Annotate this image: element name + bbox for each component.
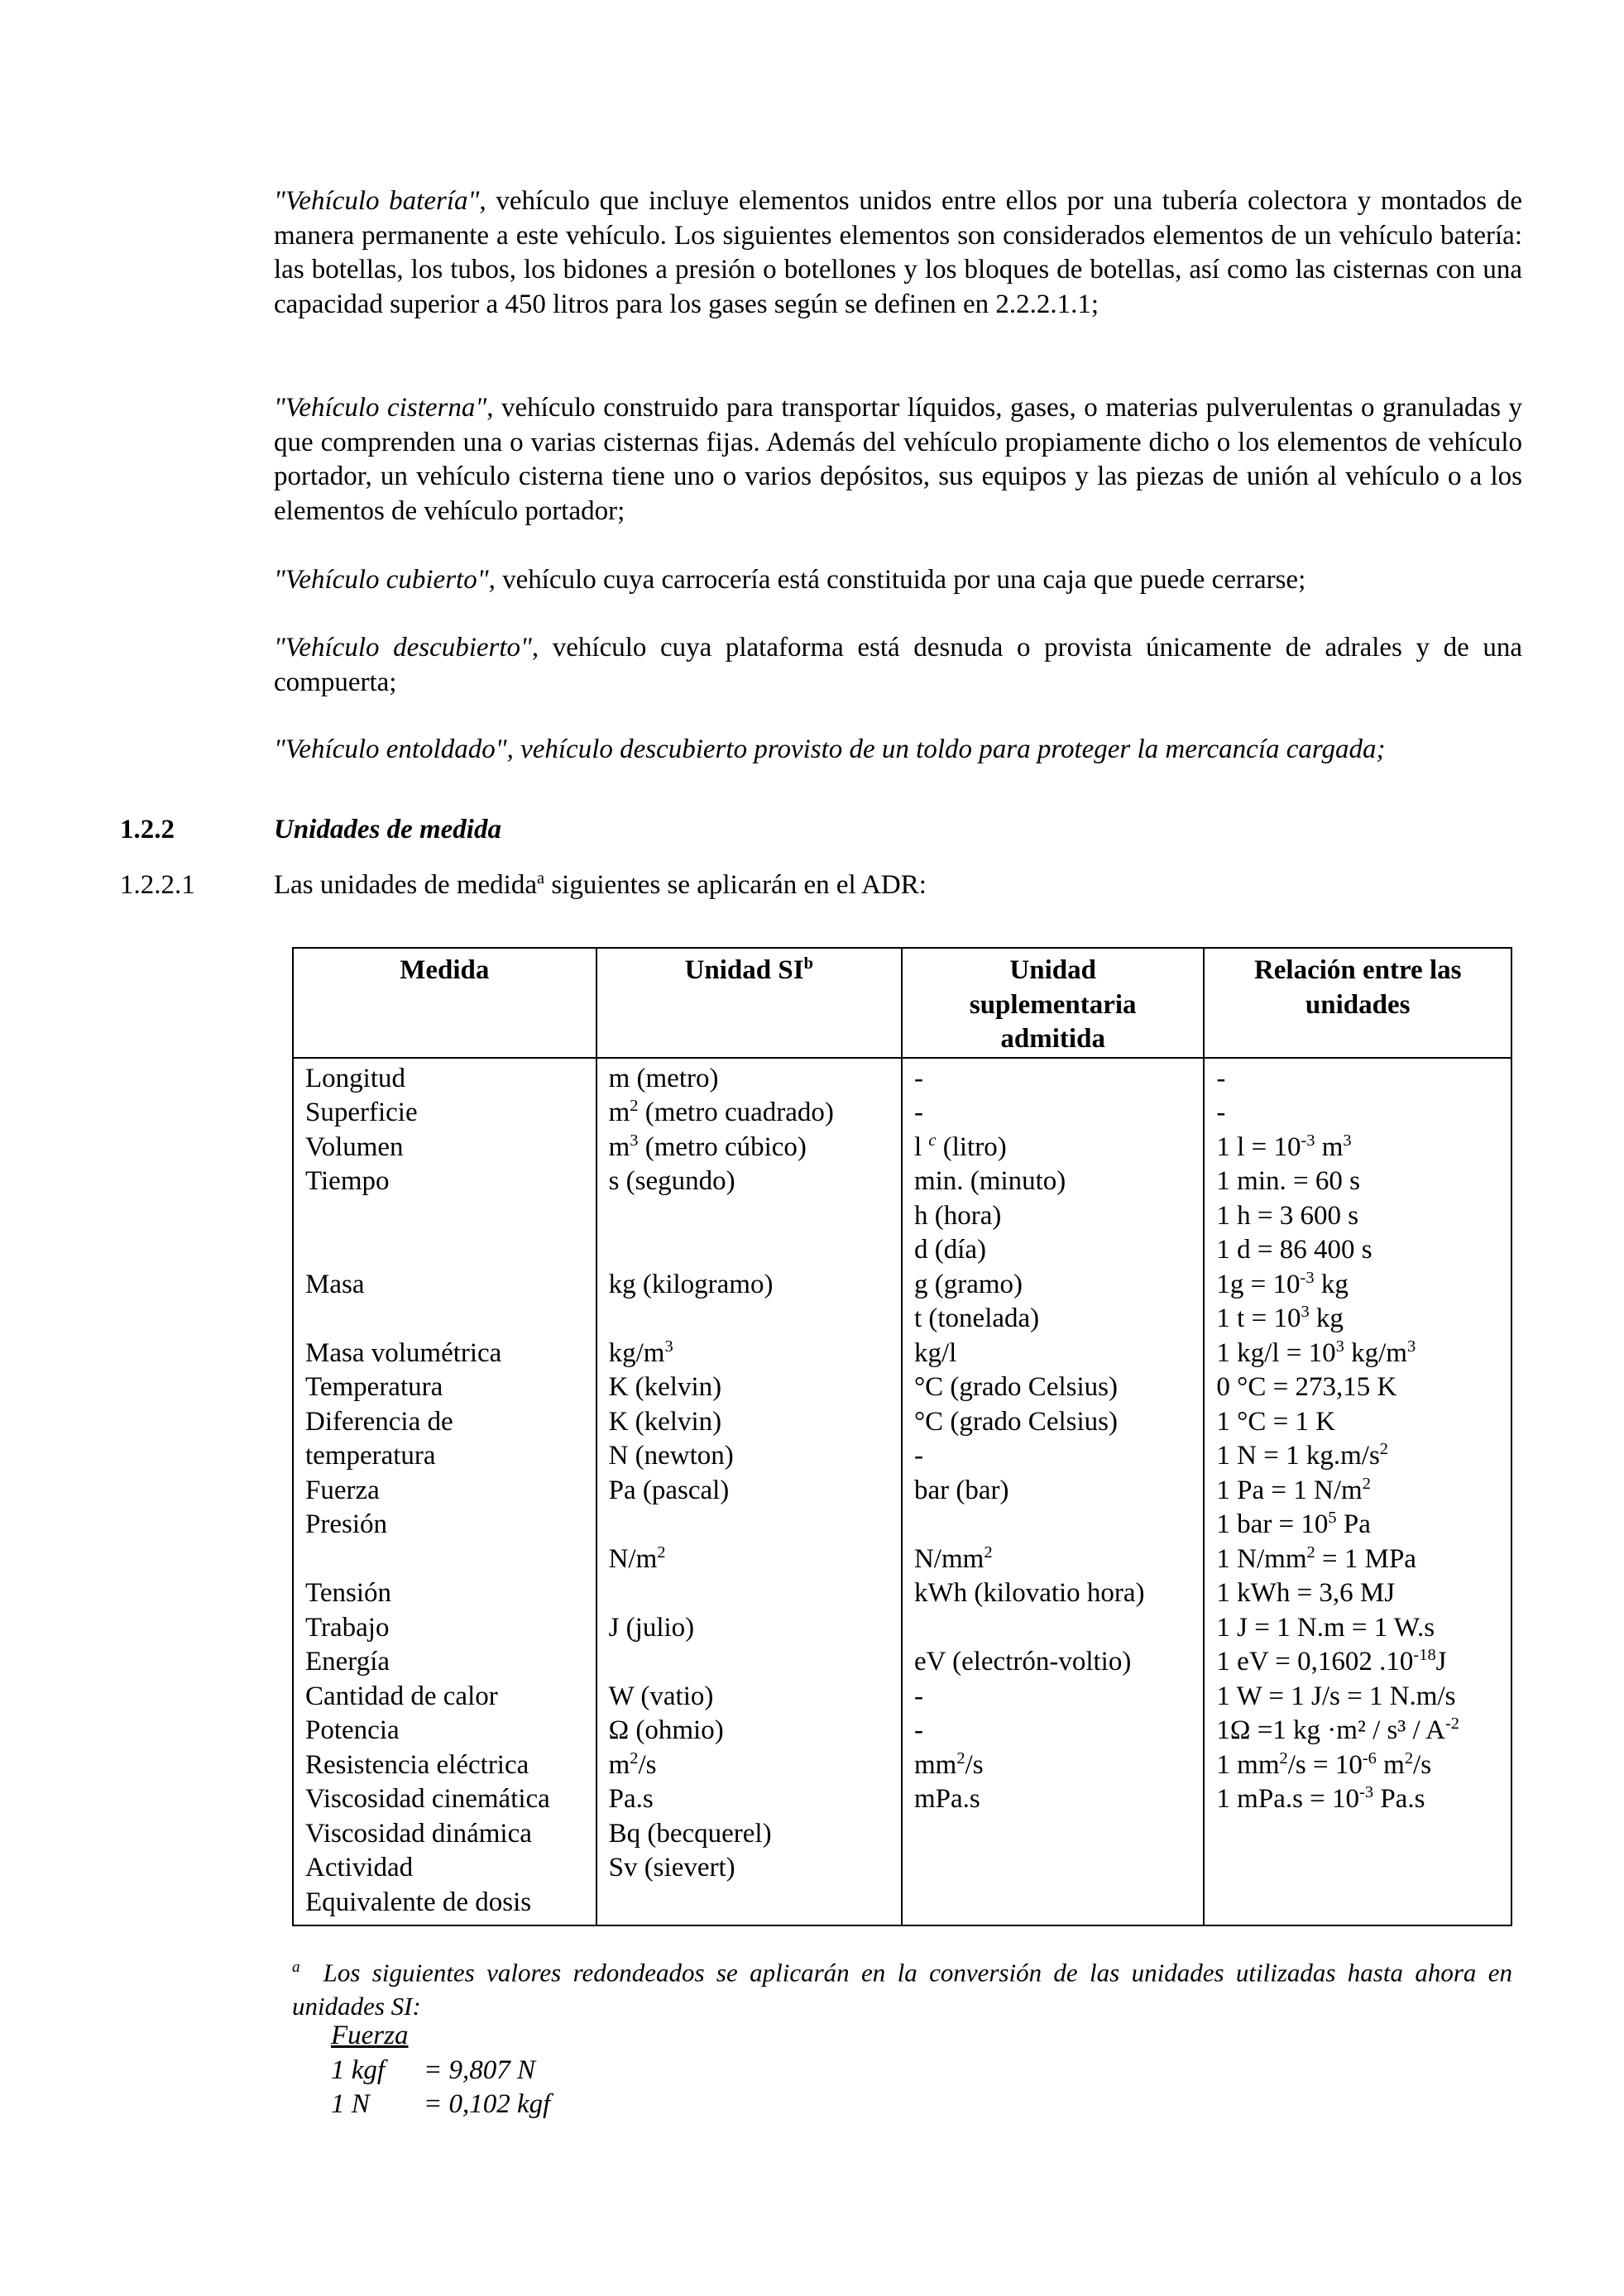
unidad-si-cell (609, 1302, 893, 1337)
unidad-suplementaria-cell: bar (bar) (913, 1475, 1009, 1505)
definition-vehiculo-cisterna (274, 391, 1522, 529)
medida-cell: Equivalente de dosis (305, 1887, 532, 1917)
header-medida: Medida (293, 948, 596, 1058)
unidad-si-cell (609, 1576, 893, 1611)
column-unidad-si (596, 1058, 902, 1926)
unidad-si-cell: $m^2/s$ (608, 1748, 657, 1780)
unidad-suplementaria-cell: - (913, 1098, 923, 1127)
medida-cell: Fuerza (305, 1475, 380, 1505)
relacion-cell: 0 °C = 273,15 K (1216, 1372, 1397, 1402)
definition-vehiculo-entoldado (274, 733, 1522, 768)
unidad-suplementaria-cell (914, 1508, 1195, 1543)
unidad-suplementaria-cell: t (tonelada) (913, 1303, 1040, 1333)
unidad-si-cell: N (newton) (608, 1441, 734, 1471)
unidad-suplementaria-cell: - (913, 1441, 923, 1471)
medida-cell: Masa (305, 1269, 365, 1299)
unidad-si-cell: Sv (sievert) (608, 1853, 735, 1882)
definition-term: "Vehículo cubierto" (274, 565, 489, 595)
medida-cell: Longitud (305, 1063, 405, 1093)
unidad-si-cell: J (julio) (608, 1612, 695, 1643)
definition-vehiculo-bateria (274, 184, 1522, 322)
unidad-si-cell: $m^3$ (metro cúbico) (608, 1131, 807, 1162)
medida-cell: Trabajo (305, 1612, 390, 1643)
medida-cell: Tiempo (305, 1166, 390, 1196)
definition-vehiculo-descubierto (274, 631, 1522, 700)
relacion-cell: 1 kWh = 3,6 MJ (1216, 1578, 1396, 1608)
definition-vehiculo-cubierto (274, 563, 1522, 598)
conversion-title: Fuerza (331, 2021, 409, 2050)
unidad-suplementaria-cell: - (913, 1063, 923, 1093)
relacion-cell: 1 $N/mm^2 = 1$ MPa (1216, 1543, 1416, 1574)
conversion-row: 1 N = 0,102 kgf (331, 2089, 551, 2119)
definition-term: "Vehículo cisterna" (274, 393, 487, 423)
medida-cell: Masa volumétrica (305, 1337, 502, 1368)
medida-cell: Potencia (305, 1715, 400, 1745)
unidad-suplementaria-cell: g (gramo) (913, 1269, 1023, 1299)
section-title: Unidades de medida (274, 815, 501, 844)
unidad-suplementaria-cell: h (hora) (913, 1200, 1002, 1231)
definition-text: , vehículo construido para transportar líquidos, gases, o materias pulverulentas o granuladas y que comprenden una o varias cisternas fijas. Además del vehículo propiamente dicho o los elementos de vehículo portador, un vehículo cisterna tiene uno o varios depósitos, sus equipos y las piezas de unión al vehículo o a los elementos de vehículo portador; (274, 393, 1522, 526)
header-unidad-si: Unidad $SI^b$ (596, 948, 902, 1058)
unidad-si-cell (609, 1508, 893, 1543)
unidad-si-cell: K (kelvin) (608, 1406, 722, 1437)
relacion-cell: 1 °C = 1 K (1216, 1406, 1336, 1437)
relacion-cell: 1 $l = 10^{-3}$ $m^3$ (1216, 1131, 1352, 1162)
unidad-suplementaria-cell: d (día) (913, 1235, 987, 1265)
relacion-cell: 1 Pa = 1 $N/m^2$ (1216, 1474, 1371, 1505)
unidad-suplementaria-cell: mPa.s (913, 1784, 980, 1814)
medida-cell: Cantidad de calor (305, 1681, 498, 1711)
unidad-si-cell: Pa (pascal) (608, 1475, 730, 1505)
relacion-cell: 1 eV = 0,1602 $.10^{-18}J$ (1216, 1646, 1447, 1677)
definition-text: "Vehículo entoldado", vehículo descubierto provisto de un toldo para proteger la mercancía cargada; (274, 734, 1386, 764)
medida-cell: Actividad (305, 1853, 414, 1882)
unidad-suplementaria-cell: eV (electrón-voltio) (913, 1647, 1132, 1677)
medida-cell (305, 1199, 587, 1234)
definition-text: , vehículo cuya plataforma está desnuda o provista únicamente de adrales y de una compuerta; (274, 633, 1522, 697)
unidad-si-cell: W (vatio) (608, 1681, 714, 1711)
unidad-si-cell (609, 1199, 893, 1234)
unidad-si-cell (609, 1233, 893, 1268)
unidad-si-cell: $m^2$ (metro cuadrado) (608, 1097, 834, 1127)
unidad-suplementaria-cell: kg/l (913, 1337, 957, 1368)
relacion-cell: 1 $mm^2/s = 10^{-6}$ $m^2/s$ (1216, 1748, 1432, 1780)
medida-cell: Energía (305, 1647, 390, 1677)
unidad-si-cell: m (metro) (608, 1063, 719, 1093)
medida-cell (305, 1543, 587, 1577)
units-table (292, 947, 1512, 1926)
medida-cell: Volumen (305, 1131, 404, 1162)
definition-term: "Vehículo batería" (274, 186, 480, 216)
unidad-suplementaria-cell: min. (minuto) (913, 1166, 1066, 1196)
unidad-si-cell (609, 1645, 893, 1680)
relacion-cell: 1Ω =1 kg $\cdot m^2 / s^3 / A^{-2}$ (1216, 1715, 1459, 1745)
footnote-mark: a (292, 1959, 300, 1976)
footnote-ref-b: b (803, 954, 813, 973)
medida-cell: Temperatura (305, 1372, 443, 1402)
medida-cell (305, 1302, 587, 1337)
relacion-cell: 1 J = 1 N.m = 1 W.s (1216, 1612, 1435, 1643)
footnote-text: Los siguientes valores redondeados se aplicarán en la conversión de las unidades utilizadas hasta ahora en unidades SI: (292, 1958, 1512, 2021)
header-unidad-suplementaria: Unidad suplementaria admitida (902, 948, 1204, 1058)
medida-cell: Resistencia eléctrica (305, 1749, 529, 1780)
relacion-cell: $1g = 10^{-3}$ kg (1216, 1268, 1349, 1299)
relacion-cell: 1 $kg/l = 10^3$ $kg/m^3$ (1216, 1337, 1416, 1368)
relacion-cell: - (1216, 1063, 1226, 1093)
relacion-cell: 1 $t = 10^3$ kg (1216, 1303, 1344, 1333)
conversion-row: 1 kgf = 9,807 N (331, 2055, 536, 2085)
relacion-cell: - (1216, 1098, 1226, 1127)
section-number: 1.2.2 (120, 815, 175, 844)
unidad-suplementaria-cell: kWh (kilovatio hora) (913, 1578, 1145, 1608)
footnote-a (292, 1950, 1512, 2023)
subsection-number: 1.2.2.1 (120, 870, 195, 900)
definition-term: "Vehículo descubierto" (274, 633, 532, 662)
unidad-si-cell: K (kelvin) (608, 1372, 722, 1402)
column-unidad-suplementaria (902, 1058, 1204, 1926)
column-medida (293, 1058, 596, 1926)
subsection-text-before: Las unidades de medida (274, 870, 537, 900)
unidad-si-cell: s (segundo) (608, 1166, 735, 1196)
medida-cell: Viscosidad dinámica (305, 1818, 532, 1849)
table-header-row (293, 948, 1511, 1058)
unidad-suplementaria-cell (914, 1611, 1195, 1646)
unidad-si-cell: $N/m^2$ (608, 1543, 666, 1574)
unidad-suplementaria-cell: l $^c$ (litro) (913, 1131, 1007, 1162)
subsection-text-after: siguientes se aplicarán en el ADR: (544, 870, 927, 900)
table-body-row (293, 1058, 1511, 1926)
unidad-suplementaria-cell: - (913, 1681, 923, 1711)
unidad-suplementaria-cell: °C (grado Celsius) (913, 1406, 1118, 1437)
relacion-cell: 1 $mPa.s = 10^{-3}$ Pa.s (1216, 1783, 1425, 1814)
medida-cell: Tensión (305, 1578, 392, 1608)
definition-text: , vehículo que incluye elementos unidos entre ellos por una tubería colectora y montados de manera permanente a este vehículo. Los siguientes elementos son considerados elementos de un vehículo batería: las botellas, los tubos, los bidones a presión o botellones y los bloques de botellas, así como las cisternas con una capacidad superior a 450 litros para los gases según se definen en 2.2.2.1.1; (274, 186, 1522, 319)
unidad-suplementaria-cell: $mm^2/s$ (913, 1748, 984, 1780)
unidad-suplementaria-cell: - (913, 1715, 923, 1745)
relacion-cell: 1 d = 86 400 s (1216, 1235, 1372, 1265)
unidad-si-cell: Pa.s (608, 1784, 654, 1814)
relacion-cell: 1 bar = $10^5$ Pa (1216, 1509, 1371, 1539)
relacion-cell: 1 h = 3 600 s (1216, 1200, 1359, 1231)
medida-cell: Diferencia de (305, 1406, 453, 1437)
relacion-cell: 1 W = 1 J/s = 1 N.m/s (1216, 1681, 1456, 1711)
relacion-cell: 1 N = 1 $kg.m/s^2$ (1216, 1440, 1389, 1471)
medida-cell (305, 1233, 587, 1268)
medida-cell: Viscosidad cinemática (305, 1784, 550, 1814)
medida-cell: temperatura (305, 1441, 436, 1471)
column-relacion (1204, 1058, 1511, 1926)
header-relacion: Relación entre las unidades (1204, 948, 1511, 1058)
medida-cell: Superficie (305, 1098, 418, 1127)
unidad-suplementaria-cell: $N/mm^2$ (913, 1543, 993, 1574)
unidad-si-cell: Bq (becquerel) (608, 1818, 772, 1849)
unidad-si-cell: kg (kilogramo) (608, 1269, 774, 1299)
unidad-si-cell: $kg/m^3$ (608, 1337, 673, 1368)
medida-cell: Presión (305, 1509, 387, 1539)
subsection-text (274, 870, 927, 901)
relacion-cell: 1 min. = 60 s (1216, 1166, 1360, 1196)
unidad-si-cell: Ω (ohmio) (608, 1715, 724, 1745)
unidad-suplementaria-cell: °C (grado Celsius) (913, 1372, 1118, 1402)
footnote-ref-a: a (536, 869, 545, 887)
definition-text: , vehículo cuya carrocería está constituida por una caja que puede cerrarse; (488, 565, 1306, 595)
